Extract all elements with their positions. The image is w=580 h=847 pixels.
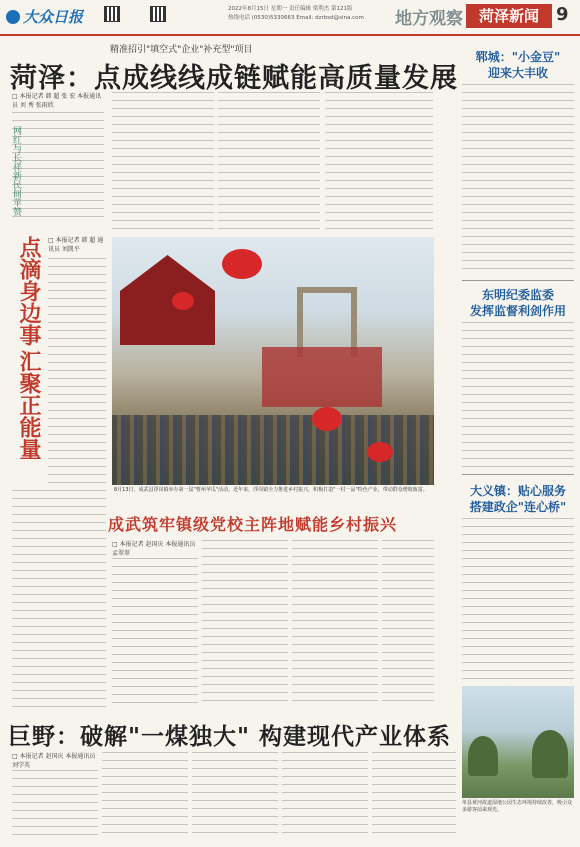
story3-byline: □ 本报记者 赵国庆 本报通讯员 孟翠翠 <box>112 541 196 557</box>
masthead-info: 2022年8月15日 星期一 责任编辑 梁利杰 第121版 热线电话 (0530)5330663 Email: dzrbsd@sina.com <box>228 6 364 21</box>
box2-text <box>462 322 574 470</box>
story2-kicker: 网红与长祥新民间苹赞 <box>11 126 21 216</box>
wetland-photo <box>462 686 574 798</box>
divider <box>462 280 574 281</box>
box2-title-b: 发挥监督利剑作用 <box>469 304 566 318</box>
section-badge: 菏泽新闻 <box>466 4 552 28</box>
photo1-caption: 8月13日，成武县浮岗镇举办第一届"曹州苹瓜"活动。近年来，浮岗镇全力推进乡村振兴，积极打造"一村一品"特色产业，带动群众增收致富。 <box>114 487 428 493</box>
qr-code-icon <box>150 6 166 22</box>
story4-headline: 巨野：破解"一煤独大" 构建现代产业体系 <box>8 724 451 750</box>
photo2-caption: 单县黄河故道湿地公园生态环境持续改善，吸引众多游客前来观光。 <box>462 800 573 813</box>
story4-byline: □ 本报记者 赵国庆 本报通讯员 刘学英 <box>12 753 96 769</box>
story4-text-col <box>192 752 278 840</box>
story2-text-col <box>48 258 106 488</box>
story4-text-col <box>372 752 456 840</box>
story1-kicker: 精准招引"填空式"企业"补充型"项目 <box>110 45 253 55</box>
box1-title: 迎来大丰收 <box>487 66 548 80</box>
story3-text-col <box>112 558 198 708</box>
story1-text-col <box>218 92 320 232</box>
section-title: 地方观察 <box>395 9 463 29</box>
story3-text-col <box>292 540 378 708</box>
story2-text-col <box>12 490 106 710</box>
story2-headline-a: 点滴身边事 <box>16 236 41 346</box>
qr-code-icon <box>104 6 120 22</box>
newspaper-logo: 大众日报 <box>6 6 83 27</box>
story4-text-col <box>282 752 368 840</box>
box1-text <box>462 84 574 276</box>
story3-text-col <box>382 540 434 708</box>
masthead <box>0 0 580 36</box>
story2-headline-b: 汇聚正能量 <box>16 350 41 460</box>
story1-headline: 菏泽：点成线线成链赋能高质量发展 <box>10 63 458 94</box>
box1-kicker: 郓城："小金豆" <box>475 50 561 64</box>
story4-text-col <box>102 752 188 840</box>
festival-photo <box>112 237 434 485</box>
story3-text-col <box>202 540 288 708</box>
logo-icon <box>6 10 20 24</box>
story1-text-col <box>112 92 214 232</box>
page-number: 9 <box>556 4 569 25</box>
box3-title-b: 搭建政企"连心桥" <box>469 500 567 514</box>
story2-byline: □ 本报记者 韩 超 通讯员 刘凯平 <box>48 237 104 253</box>
box3-title: 大义镇：贴心服务 <box>469 484 566 498</box>
box3-text <box>462 518 574 680</box>
story1-text-col <box>12 112 104 222</box>
box2-title: 东明纪委监委 <box>481 288 554 302</box>
divider <box>462 474 574 475</box>
story1-byline: □ 本报记者 韩 超 张 宏 本报通讯员 刘 秀 张雨欣 <box>12 93 102 109</box>
story4-text-col <box>12 770 98 840</box>
story1-text-col <box>325 92 433 232</box>
story3-headline: 成武筑牢镇级党校主阵地赋能乡村振兴 <box>108 515 398 534</box>
